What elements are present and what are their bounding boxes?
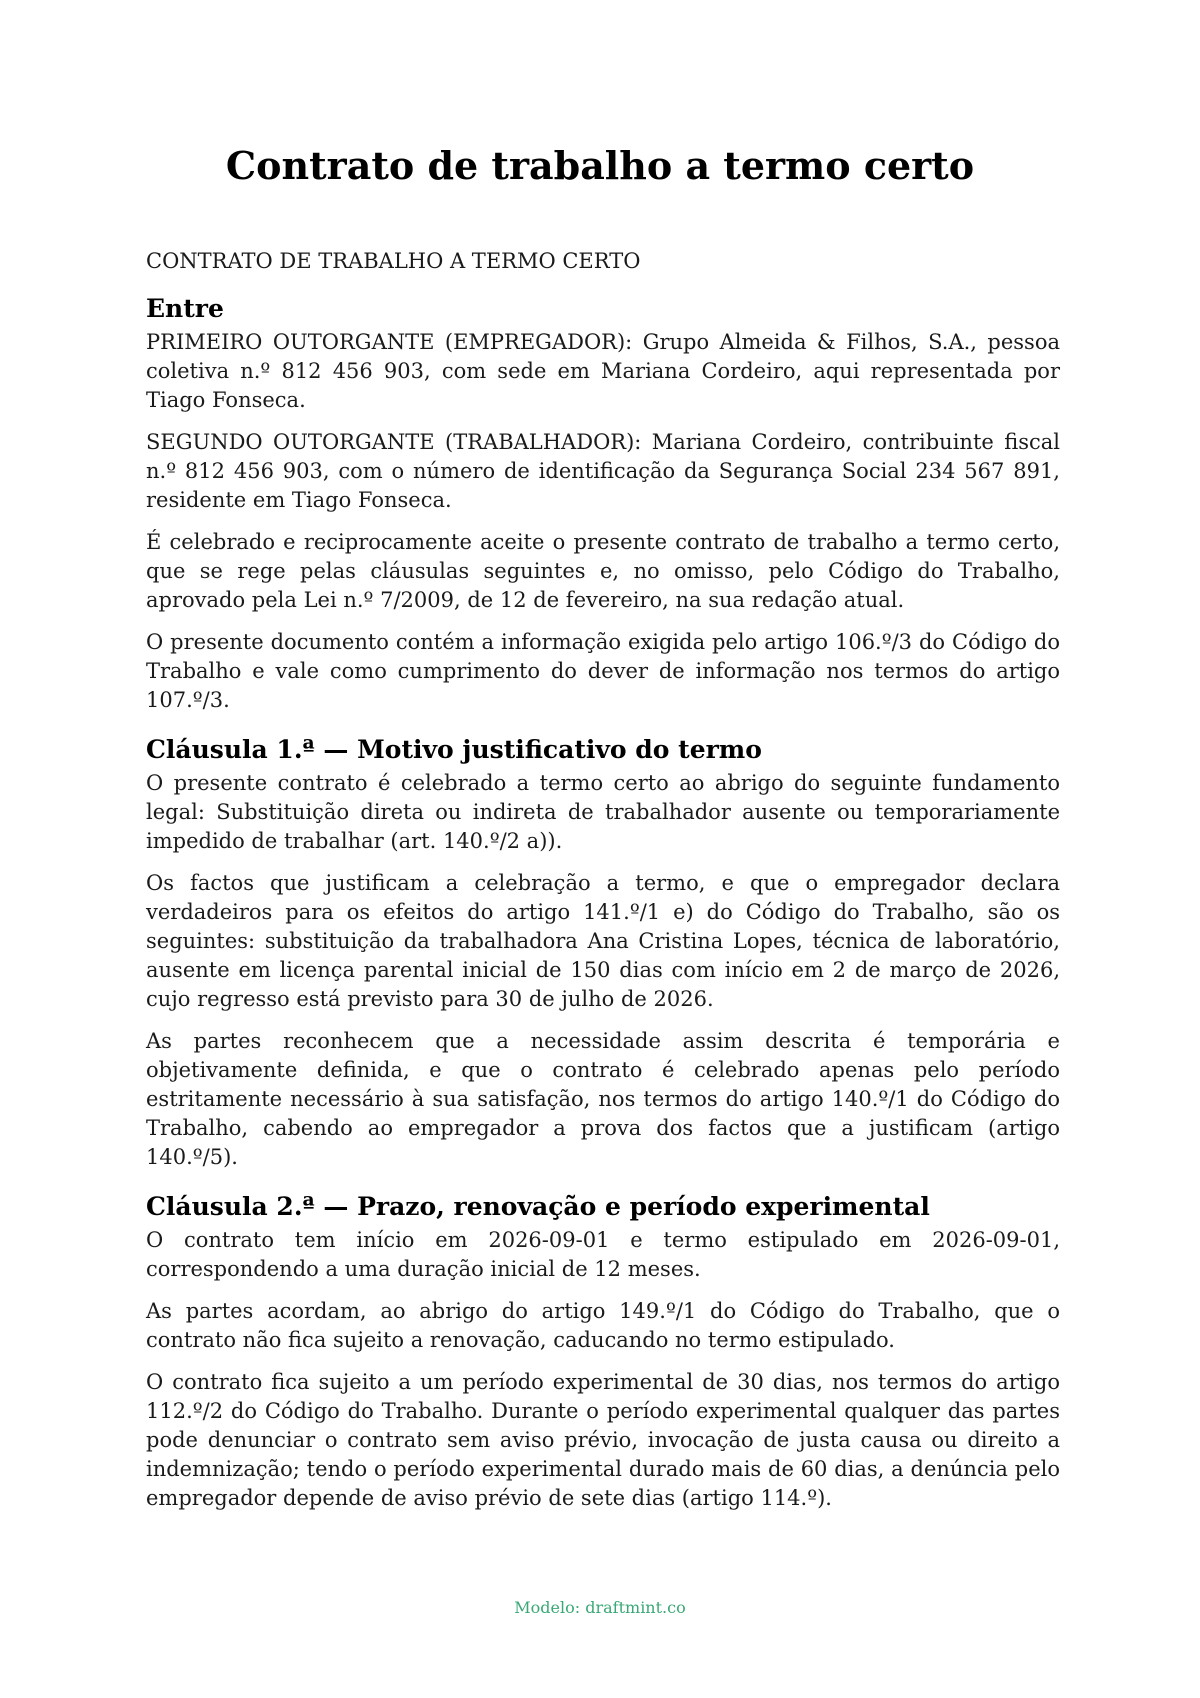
clause-2-heading: Cláusula 2.ª — Prazo, renovação e período experimental bbox=[146, 1192, 930, 1221]
second-party-paragraph: SEGUNDO OUTORGANTE (TRABALHADOR): Mariana Cordeiro, contribuinte fiscal n.º 812 456 903, com o número de identificação da Segurança Social 234 567 891, residente em Tiago Fonseca. bbox=[146, 430, 1060, 512]
clause-1-paragraph: As partes reconhecem que a necessidade assim descrita é temporária e objetivamente definida, e que o contrato é celebrado apenas pelo período estritamente necessário à sua satisfação, nos termos do artigo 140.º/1 do Código do Trabalho, cabendo ao empregador a prova dos factos que a justificam (artigo 140.º/5). bbox=[146, 1029, 1060, 1169]
clause-2-paragraph: As partes acordam, ao abrigo do artigo 149.º/1 do Código do Trabalho, que o contrato não fica sujeito a renovação, caducando no termo estipulado. bbox=[146, 1299, 1060, 1352]
first-party-paragraph: PRIMEIRO OUTORGANTE (EMPREGADOR): Grupo Almeida & Filhos, S.A., pessoa coletiva n.º 812 456 903, com sede em Mariana Cordeiro, aqui representada por Tiago Fonseca. bbox=[146, 330, 1060, 412]
agreement-paragraph: É celebrado e reciprocamente aceite o presente contrato de trabalho a termo certo, que se rege pelas cláusulas seguintes e, no omisso, pelo Código do Trabalho, aprovado pela Lei n.º 7/2009, de 12 de fevereiro, na sua redação atual. bbox=[146, 530, 1060, 612]
clause-2-paragraph: O contrato tem início em 2026-09-01 e termo estipulado em 2026-09-01, correspondendo a uma duração inicial de 12 meses. bbox=[146, 1228, 1060, 1281]
information-paragraph: O presente documento contém a informação exigida pelo artigo 106.º/3 do Código do Trabalho e vale como cumprimento do dever de informação nos termos do artigo 107.º/3. bbox=[146, 630, 1060, 712]
contract-heading-line: CONTRATO DE TRABALHO A TERMO CERTO bbox=[146, 249, 641, 273]
footer-template-credit: Modelo: draftmint.co bbox=[514, 1598, 686, 1617]
clause-1-paragraph: Os factos que justificam a celebração a termo, e que o empregador declara verdadeiros para os efeitos do artigo 141.º/1 e) do Código do Trabalho, são os seguintes: substituição da trabalhadora Ana Cristina Lopes, técnica de laboratório, ausente em licença parental inicial de 150 dias com início em 2 de março de 2026, cujo regresso está previsto para 30 de julho de 2026. bbox=[146, 871, 1060, 1011]
document-body bbox=[146, 247, 1060, 1526]
clause-1-paragraph: O presente contrato é celebrado a termo certo ao abrigo do seguinte fundamento legal: Substituição direta ou indireta de trabalhador ausente ou temporariamente impedido de trabalhar (art. 140.º/2 a)). bbox=[146, 771, 1060, 853]
clause-2-paragraph: O contrato fica sujeito a um período experimental de 30 dias, nos termos do artigo 112.º/2 do Código do Trabalho. Durante o período experimental qualquer das partes pode denunciar o contrato sem aviso prévio, invocação de justa causa ou direito a indemnização; tendo o período experimental durado mais de 60 dias, a denúncia pelo empregador depende de aviso prévio de sete dias (artigo 114.º). bbox=[146, 1370, 1060, 1510]
parties-heading: Entre bbox=[146, 294, 224, 323]
clause-1-heading: Cláusula 1.ª — Motivo justificativo do termo bbox=[146, 735, 762, 764]
document-title: Contrato de trabalho a termo certo bbox=[225, 143, 975, 188]
